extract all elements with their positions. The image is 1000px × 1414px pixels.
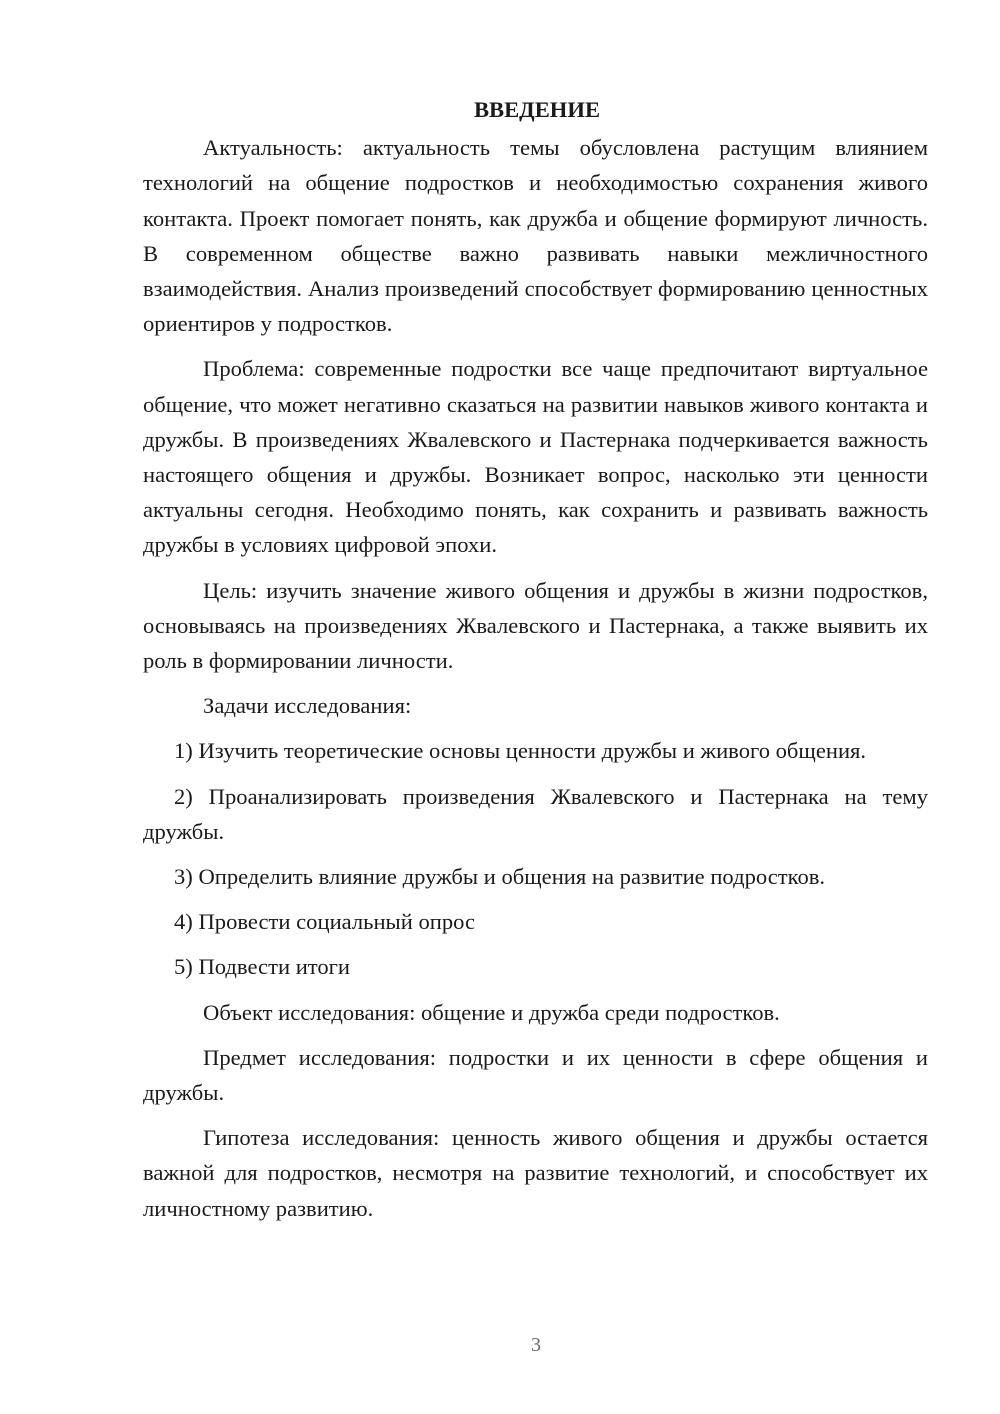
task-item-3: 3) Определить влияние дружбы и общения на развитие подростков. — [174, 864, 826, 890]
page-content — [143, 92, 928, 1236]
task-item-4: 4) Провести социальный опрос — [174, 909, 476, 935]
goal-paragraph: Цель: изучить значение живого общения и дружбы в жизни подростков, основываясь на произведениях Жвалевского и Пастернака, а также выявить их роль в формировании личности. — [143, 577, 928, 674]
page-title: ВВЕДЕНИЕ — [473, 97, 601, 122]
problem-paragraph: Проблема: современные подростки все чаще предпочитают виртуальное общение, что может негативно сказаться на развитии навыков живого контакта и дружбы. В произведениях Жвалевского и Пастернака подчеркивается важность настоящего общения и дружбы. Возникает вопрос, насколько эти ценности актуальны сегодня. Необходимо понять, как сохранить и развивать важность дружбы в условиях цифровой эпохи. — [143, 356, 928, 558]
page-number: 3 — [531, 1334, 541, 1356]
relevance-paragraph: Актуальность: актуальность темы обусловлена растущим влиянием технологий на общение подростков и необходимостью сохранения живого контакта. Проект помогает понять, как дружба и общение формируют личность. В современном обществе важно развивать навыки межличностного взаимодействия. Анализ произведений способствует формированию ценностных ориентиров у подростков. — [143, 135, 928, 337]
hypothesis-paragraph: Гипотеза исследования: ценность живого общения и дружбы остается важной для подростков, несмотря на развитие технологий, и способствует их личностному развитию. — [143, 1125, 928, 1221]
object-paragraph: Объект исследования: общение и дружба среди подростков. — [203, 999, 780, 1025]
task-item-5: 5) Подвести итоги — [174, 954, 351, 980]
task-item-2: 2) Проанализировать произведения Жвалевского и Пастернака на тему дружбы. — [143, 783, 928, 844]
subject-paragraph: Предмет исследования: подростки и их ценности в сфере общения и дружбы. — [143, 1044, 928, 1106]
task-item-1: 1) Изучить теоретические основы ценности дружбы и живого общения. — [174, 738, 867, 764]
tasks-heading: Задачи исследования: — [203, 693, 412, 719]
